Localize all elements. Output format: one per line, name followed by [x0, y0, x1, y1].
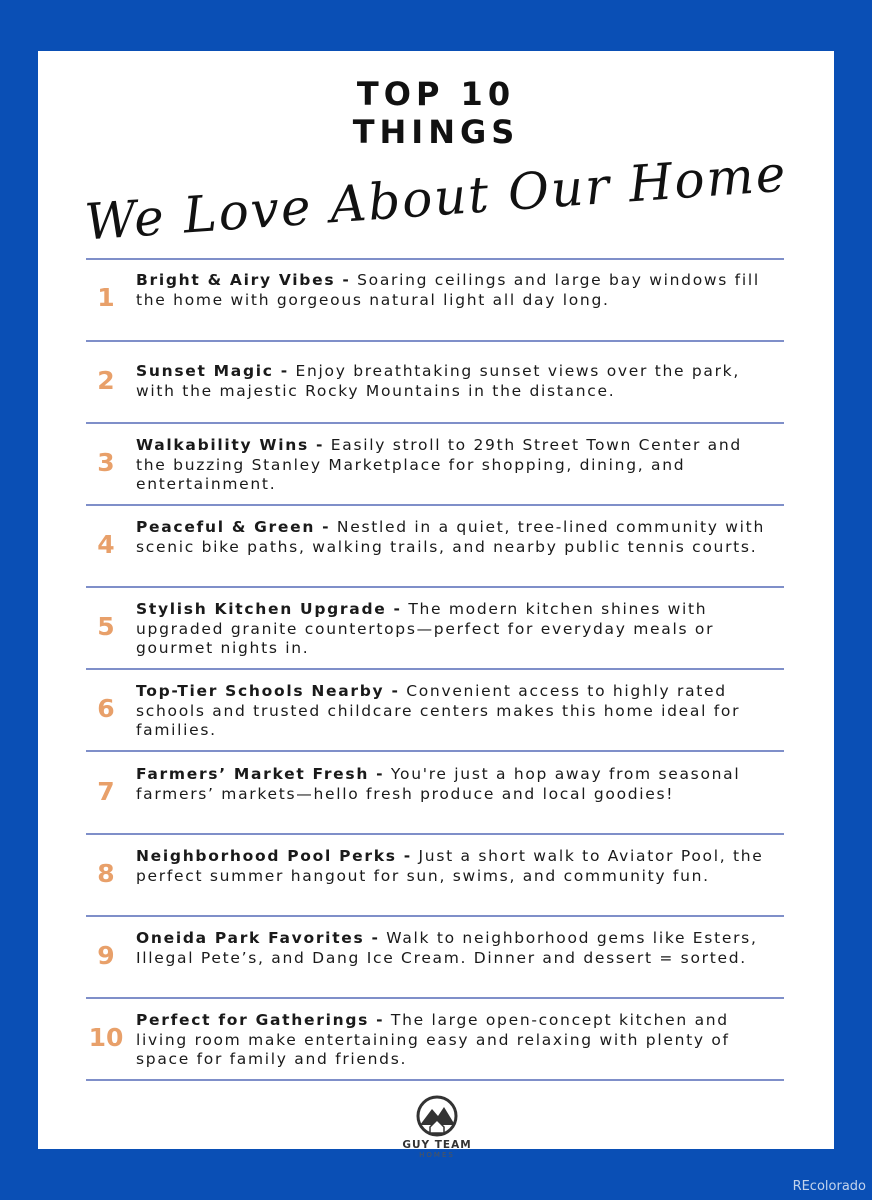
item-heading: Walkability Wins - [136, 436, 325, 454]
item-heading: Sunset Magic - [136, 362, 289, 380]
item-text [136, 929, 776, 968]
item-number: 3 [97, 448, 115, 477]
item-description: Just a short walk to Aviator Pool, the perfect summer hangout for sun, swims, and community fun. [136, 847, 764, 885]
item-heading: Top-Tier Schools Nearby - [136, 682, 400, 700]
divider [86, 258, 784, 260]
script-subtitle: We Love About Our Home [82, 144, 790, 252]
title-line-2: THINGS [352, 113, 520, 151]
title-line-1: TOP 10 [356, 75, 516, 113]
list-item [86, 761, 784, 841]
item-heading: Neighborhood Pool Perks - [136, 847, 412, 865]
list-item [86, 843, 784, 923]
item-number: 6 [97, 694, 115, 723]
item-number: 8 [97, 859, 115, 888]
divider [86, 586, 784, 588]
item-text [136, 271, 776, 310]
logo-name: GUY TEAM [402, 1139, 472, 1151]
list-item [86, 267, 784, 347]
item-heading: Perfect for Gatherings - [136, 1011, 385, 1029]
mountain-house-icon [412, 1095, 462, 1137]
item-description: Soaring ceilings and large bay windows fill the home with gorgeous natural light all day long. [136, 271, 760, 309]
list-item [86, 678, 784, 758]
item-text [136, 362, 776, 401]
list-item [86, 514, 784, 594]
item-text [136, 682, 776, 741]
divider [86, 504, 784, 506]
item-description: The modern kitchen shines with upgraded granite countertops—perfect for everyday meals or gourmet nights in. [136, 600, 715, 657]
item-description: The large open-concept kitchen and living room make entertaining easy and relaxing with plenty of space for family and friends. [136, 1011, 730, 1068]
item-text [136, 436, 776, 495]
flyer-card [38, 51, 834, 1159]
item-text [136, 765, 776, 804]
item-number: 7 [97, 777, 115, 806]
divider [86, 997, 784, 999]
item-heading: Stylish Kitchen Upgrade - [136, 600, 402, 618]
item-description: Walk to neighborhood gems like Esters, Illegal Pete’s, and Dang Ice Cream. Dinner and dessert = sorted. [136, 929, 758, 967]
item-description: Easily stroll to 29th Street Town Center and the buzzing Stanley Marketplace for shopping, dining, and entertainment. [136, 436, 742, 493]
item-text [136, 1011, 776, 1070]
item-heading: Peaceful & Green - [136, 518, 331, 536]
item-description: Enjoy breathtaking sunset views over the park, with the majestic Rocky Mountains in the distance. [136, 362, 740, 400]
item-description: Convenient access to highly rated schools and trusted childcare centers makes this home ideal for families. [136, 682, 741, 739]
item-heading: Bright & Airy Vibes - [136, 271, 351, 289]
item-number: 4 [97, 530, 115, 559]
logo-sub: HOMES [419, 1151, 455, 1159]
list-item [86, 925, 784, 1005]
list-item [86, 1007, 784, 1087]
item-description: You're just a hop away from seasonal farmers’ markets—hello fresh produce and local goodies! [136, 765, 741, 803]
item-heading: Farmers’ Market Fresh - [136, 765, 385, 783]
item-number: 1 [97, 283, 115, 312]
item-text [136, 518, 776, 557]
item-number: 2 [97, 366, 115, 395]
item-number: 5 [97, 612, 115, 641]
item-number: 9 [97, 941, 115, 970]
guy-team-logo [394, 1091, 480, 1179]
divider [86, 668, 784, 670]
list-item [86, 432, 784, 512]
item-number: 10 [88, 1023, 124, 1052]
watermark: REcolorado [792, 1179, 866, 1194]
item-text [136, 847, 776, 886]
divider [86, 340, 784, 342]
item-text [136, 600, 776, 659]
list-item [86, 596, 784, 676]
list-item [86, 350, 784, 430]
divider [86, 1079, 784, 1081]
item-description: Nestled in a quiet, tree-lined community with scenic bike paths, walking trails, and nearby public tennis courts. [136, 518, 765, 556]
item-heading: Oneida Park Favorites - [136, 929, 380, 947]
divider [86, 750, 784, 752]
divider [86, 833, 784, 835]
divider [86, 422, 784, 424]
divider [86, 915, 784, 917]
